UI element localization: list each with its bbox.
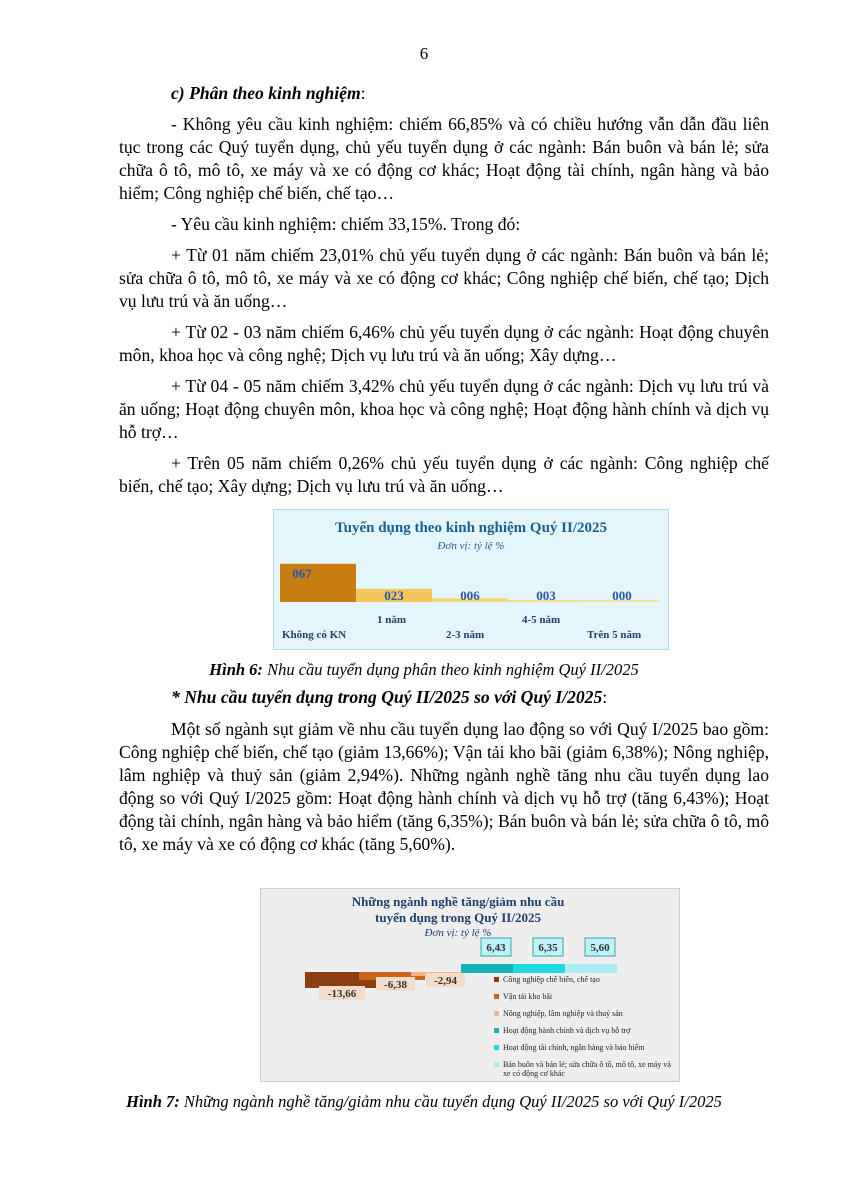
- figure-6-caption: [0, 660, 848, 680]
- caption-label: Hình 7:: [126, 1092, 180, 1111]
- x-label: Không có KN: [282, 629, 347, 641]
- data-label: 5,60: [590, 942, 610, 954]
- section-experience: [119, 82, 769, 506]
- data-label: 000: [612, 588, 632, 603]
- legend-swatch: [494, 1028, 499, 1033]
- paragraph: + Từ 04 - 05 năm chiếm 3,42% chủ yếu tuyển dụng ở các ngành: Dịch vụ lưu trú và ăn uống; Hoạt động chuyên môn, khoa học và công nghệ; Hoạt động hành chính và dịch vụ hỗ trợ…: [119, 376, 769, 442]
- data-label: 003: [536, 588, 556, 603]
- data-label: -13,66: [327, 988, 357, 1000]
- legend-item: [494, 1043, 679, 1052]
- heading-text: c) Phân theo kinh nghiệm: [171, 83, 361, 103]
- legend-swatch: [494, 1011, 499, 1016]
- x-label: 2-3 năm: [446, 629, 485, 641]
- bar: [565, 964, 617, 973]
- legend-item: [494, 992, 679, 1001]
- paragraph: + Từ 02 - 03 năm chiếm 6,46% chủ yếu tuyển dụng ở các ngành: Hoạt động chuyên môn, khoa học và công nghệ; Dịch vụ lưu trú và ăn uống; Xây dựng…: [119, 322, 769, 365]
- data-label: 067: [292, 565, 312, 581]
- paragraph: + Từ 01 năm chiếm 23,01% chủ yếu tuyển dụng ở các ngành: Bán buôn và bán lẻ; sửa chữa ô tô, mô tô, xe máy và xe có động cơ khác; Công nghiệp chế biến, chế tạo; Dịch vụ lưu trú và ăn uống…: [119, 245, 769, 311]
- heading-colon: :: [602, 687, 608, 707]
- chart-title: Tuyển dụng theo kinh nghiệm Quý II/2025: [334, 520, 608, 536]
- caption-text: Những ngành nghề tăng/giảm nhu cầu tuyển dụng Quý II/2025 so với Quý I/2025: [183, 1092, 722, 1111]
- experience-chart: [273, 509, 669, 650]
- legend-swatch: [494, 977, 499, 982]
- legend-swatch: [494, 994, 499, 999]
- bar: [461, 964, 513, 973]
- section-heading-compare: [171, 687, 607, 708]
- legend-swatch: [494, 1062, 499, 1067]
- legend-swatch: [494, 1045, 499, 1050]
- figure-7-caption: [0, 1092, 848, 1112]
- legend-label: Hoạt động tài chính, ngân hàng và bảo hiểm: [503, 1043, 645, 1052]
- chart-unit: Đơn vị: tỷ lệ %: [437, 540, 505, 552]
- paragraph: Một số ngành sụt giảm về nhu cầu tuyển dụng lao động so với Quý I/2025 bao gồm: Công nghiệp chế biến, chế tạo (giảm 13,66%); Vận tải kho bãi (giảm 6,38%); Nông nghiệp, lâm nghiệp và thuỷ sản (giảm 2,94%). Những ngành nghề tăng nhu cầu tuyển dụng lao động so với Quý I/2025 gồm: Hoạt động hành chính và dịch vụ hỗ trợ (tăng 6,43%); Hoạt động tài chính, ngân hàng và bảo hiểm (tăng 6,35%); Bán buôn và bán lẻ; sửa chữa ô tô, mô tô, xe máy và xe có động cơ khác (tăng 5,60%).: [119, 719, 769, 854]
- legend-item: [494, 1060, 679, 1078]
- legend-label: Bán buôn và bán lẻ; sửa chữa ô tô, mô tô, xe máy và xe có động cơ khác: [503, 1060, 671, 1078]
- legend-label: Hoạt động hành chính và dịch vụ hỗ trợ: [503, 1026, 631, 1035]
- paragraph: + Trên 05 năm chiếm 0,26% chủ yếu tuyển dụng ở các ngành: Công nghiệp chế biến, chế tạo; Xây dựng; Dịch vụ lưu trú và ăn uống…: [119, 453, 769, 496]
- data-label: 6,43: [486, 942, 506, 954]
- legend-label: Nông nghiệp, lâm nghiệp và thuỷ sản: [503, 1009, 623, 1018]
- x-label: 4-5 năm: [522, 614, 561, 626]
- page-number: 6: [419, 44, 429, 63]
- data-label: 6,35: [538, 942, 558, 954]
- chart-title-line2: tuyển dụng trong Quý II/2025: [375, 910, 541, 925]
- legend-item: [494, 1009, 679, 1018]
- chart-unit: Đơn vị: tỷ lệ %: [424, 927, 492, 939]
- change-chart: [260, 888, 680, 1082]
- paragraph: - Yêu cầu kinh nghiệm: chiếm 33,15%. Trong đó:: [171, 214, 521, 234]
- x-label: 1 năm: [377, 614, 407, 626]
- data-label: 023: [384, 588, 404, 603]
- heading-text: * Nhu cầu tuyển dụng trong Quý II/2025 so với Quý I/2025: [171, 687, 603, 707]
- x-label: Trên 5 năm: [587, 629, 642, 641]
- data-label: 006: [460, 588, 480, 603]
- legend-item: [494, 1026, 679, 1035]
- data-label: -2,94: [434, 975, 457, 987]
- paragraph: - Không yêu cầu kinh nghiệm: chiếm 66,85% và có chiều hướng vẫn dẫn đầu liên tục trong các Quý tuyển dụng, chủ yếu tuyển dụng ở các ngành: Bán buôn và bán lẻ; sửa chữa ô tô, mô tô, xe máy và xe có động cơ khác; Hoạt động tài chính, ngân hàng và bảo hiểm; Công nghiệp chế biến, chế tạo…: [119, 114, 769, 203]
- legend-label: Công nghiệp chế biến, chế tạo: [503, 975, 600, 984]
- section-heading: [119, 82, 769, 105]
- data-label: -6,38: [384, 979, 407, 991]
- legend-label: Vận tải kho bãi: [503, 992, 553, 1001]
- heading-colon: :: [360, 83, 366, 103]
- bar: [513, 964, 565, 973]
- chart-title-line1: Những ngành nghề tăng/giảm nhu cầu: [351, 894, 565, 909]
- chart-legend: [494, 975, 679, 1082]
- caption-text: Nhu cầu tuyển dụng phân theo kinh nghiệm Quý II/2025: [267, 660, 639, 679]
- caption-label: Hình 6:: [209, 660, 263, 679]
- legend-item: [494, 975, 679, 984]
